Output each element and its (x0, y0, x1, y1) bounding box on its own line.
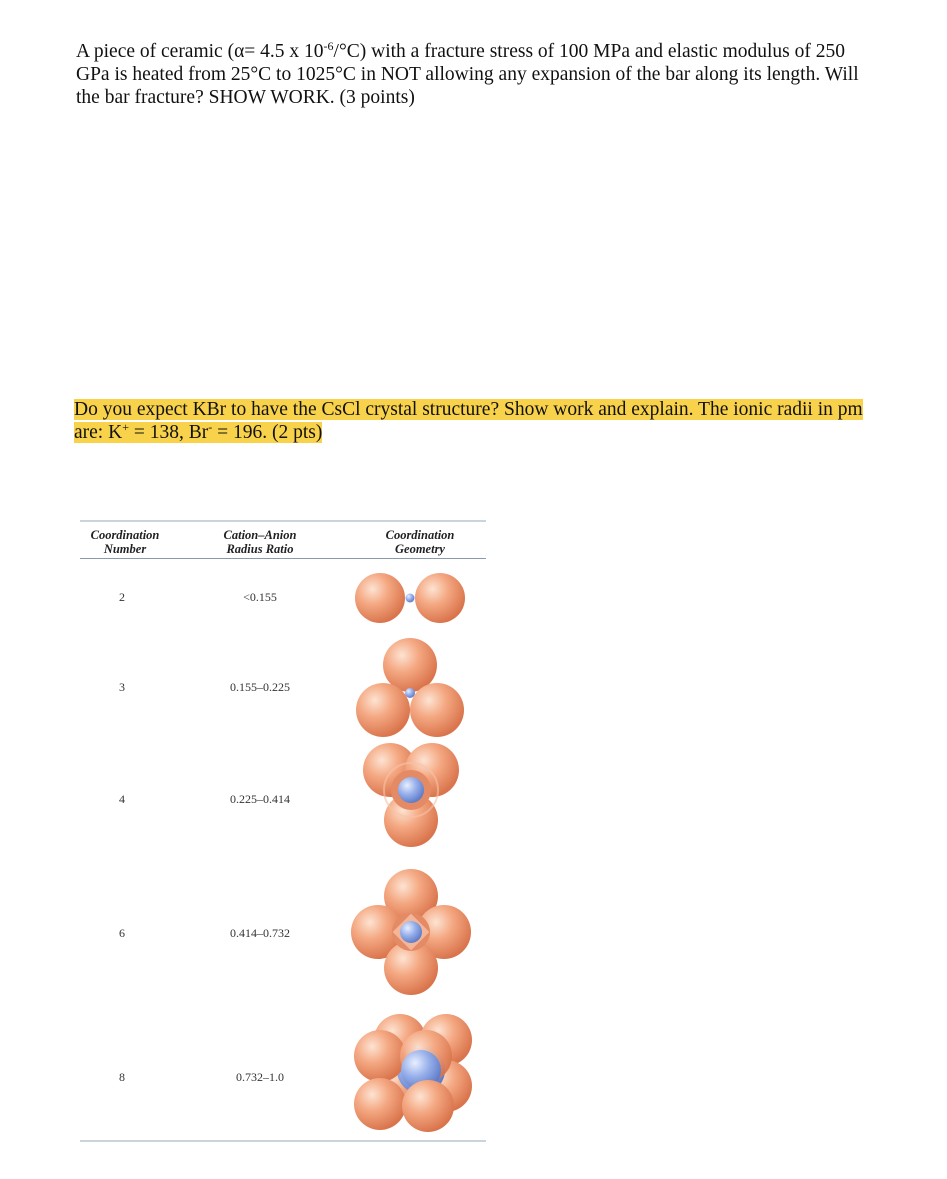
geometry-cubic-icon (350, 1010, 490, 1145)
geometry-trigonal-icon (350, 638, 490, 743)
geometry-tetrahedral-icon (350, 740, 490, 855)
header-radius-ratio: Cation–Anion Radius Ratio (223, 528, 297, 556)
row-cn-6: 6 (119, 926, 125, 940)
question-2-text: Do you expect KBr to have the CsCl crystal structure? Show work and explain. The ionic radii in pm are: K+ = 138, Br- = 196. (2 pts) (74, 399, 863, 443)
table-bottom-rule (80, 1140, 486, 1142)
header-geometry: Coordination Geometry (385, 528, 455, 556)
row-ratio-2: <0.155 (243, 590, 277, 604)
table-header-rule (80, 558, 486, 559)
row-ratio-3: 0.155–0.225 (230, 680, 290, 694)
row-cn-4: 4 (119, 792, 125, 806)
geometry-linear-icon (350, 573, 490, 628)
row-ratio-6: 0.414–0.732 (230, 926, 290, 940)
geometry-octahedral-icon (350, 868, 490, 1003)
row-ratio-4: 0.225–0.414 (230, 792, 290, 806)
header-coordination-number: Coordination Number (90, 528, 160, 556)
coordination-table (80, 518, 486, 1148)
row-cn-8: 8 (119, 1070, 125, 1084)
question-1-text: A piece of ceramic (α= 4.5 x $10^{-6}/^\circ C$) with a fracture stress of 100 MPa and elastic modulus of 250 GPa is heated from 25°C to 1025°C in NOT allowing any expansion of the bar along its length. Will the bar fracture? SHOW WORK. (3 points) (76, 39, 859, 108)
table-top-rule (80, 520, 486, 522)
row-ratio-8: 0.732–1.0 (236, 1070, 284, 1084)
row-cn-3: 3 (119, 680, 125, 694)
row-cn-2: 2 (119, 590, 125, 604)
